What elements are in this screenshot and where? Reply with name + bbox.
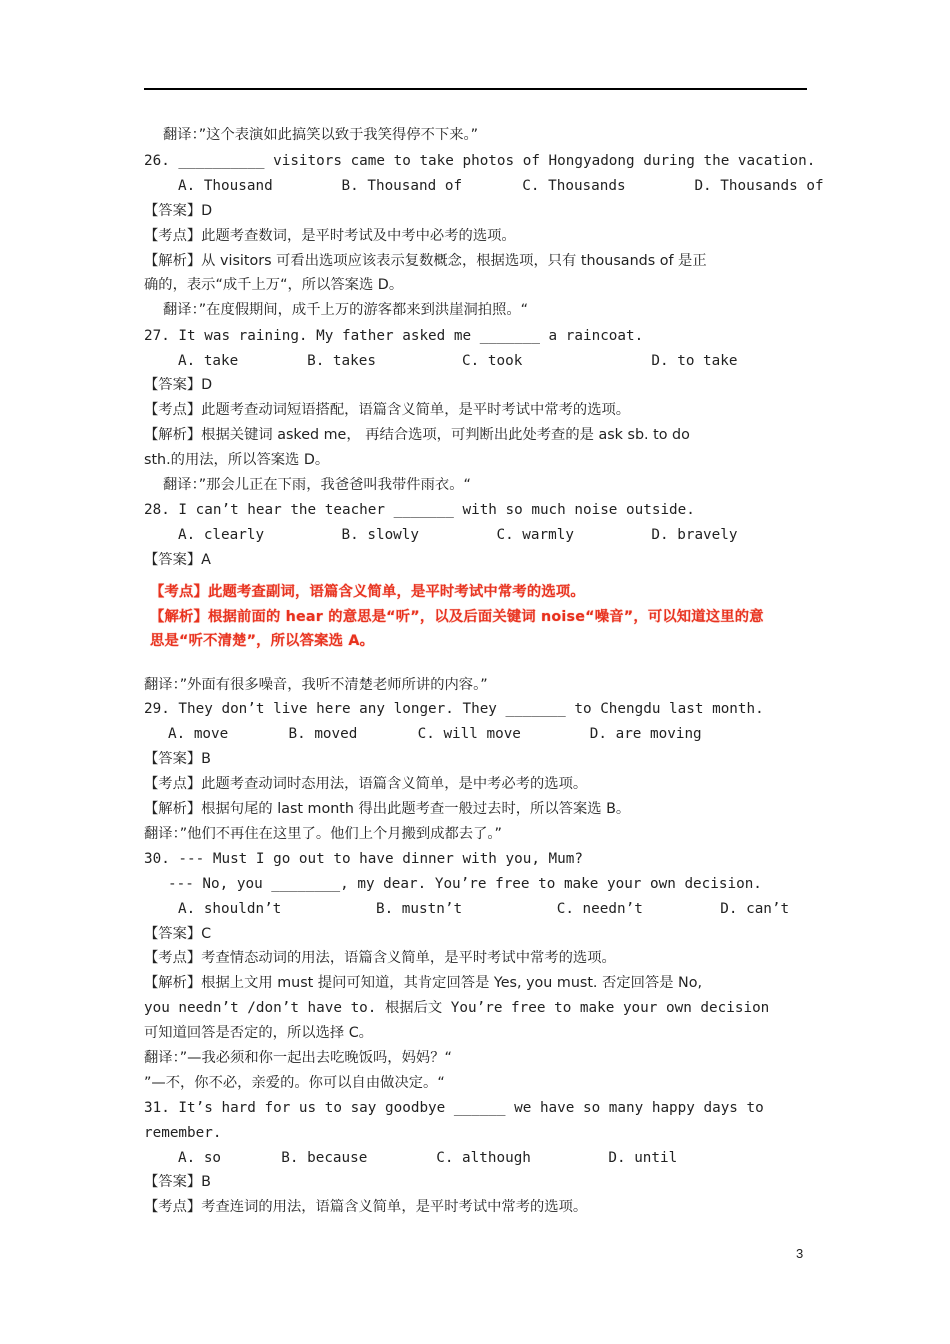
translation-29: 翻译：”他们不再住在这里了。他们上个月搬到成都去了。” xyxy=(144,826,502,842)
analysis-29: 【解析】根据句尾的 last month 得出此题考查一般过去时，所以答案选 B。 xyxy=(144,801,631,817)
question-31: 31. It’s hard for us to say goodbye ______ we have so many happy days to xyxy=(144,1100,764,1116)
question-28: 28. I can’t hear the teacher _______ with so much noise outside. xyxy=(144,502,695,518)
point-28: 【考点】此题考查副词，语篇含义简单，是平时考试中常考的选项。 xyxy=(150,584,585,600)
analysis-26-cont: 确的，表示“成千上万“，所以答案选 D。 xyxy=(144,277,404,293)
answer-28: 【答案】A xyxy=(144,552,211,568)
translation-30-cont: ”—不，你不必，亲爱的。你可以自由做决定。“ xyxy=(144,1075,445,1091)
page-number: 3 xyxy=(796,1246,804,1261)
analysis-28: 【解析】根据前面的 hear 的意思是“听”，以及后面关键词 noise“噪音”，可以知道这里的意 xyxy=(150,609,764,625)
question-30: 30. --- Must I go out to have dinner with you, Mum? xyxy=(144,851,583,867)
translation-28: 翻译：”外面有很多噪音，我听不清楚老师所讲的内容。” xyxy=(144,677,488,693)
answer-31: 【答案】B xyxy=(144,1174,211,1190)
translation-line: 翻译：”这个表演如此搞笑以致于我笑得停不下来。” xyxy=(163,127,479,143)
point-30: 【考点】考查情态动词的用法，语篇含义简单，是平时考试中常考的选项。 xyxy=(144,950,616,966)
answer-26: 【答案】D xyxy=(144,203,213,219)
question-26-options: A. Thousand B. Thousand of C. Thousands D. Thousands of xyxy=(178,178,824,194)
point-27: 【考点】此题考查动词短语搭配，语篇含义简单，是平时考试中常考的选项。 xyxy=(144,402,631,418)
translation-27: 翻译：”那会儿正在下雨，我爸爸叫我带件雨衣。“ xyxy=(163,477,471,493)
point-26: 【考点】此题考查数词，是平时考试及中考中必考的选项。 xyxy=(144,228,516,244)
question-27-options: A. take B. takes C. took D. to take xyxy=(178,353,738,369)
point-29: 【考点】此题考查动词时态用法，语篇含义简单，是中考必考的选项。 xyxy=(144,776,588,792)
question-26: 26. __________ visitors came to take photos of Hongyadong during the vacation. xyxy=(144,153,816,169)
analysis-30-end: 可知道回答是否定的，所以选择 C。 xyxy=(144,1025,373,1041)
question-27: 27. It was raining. My father asked me _______ a raincoat. xyxy=(144,328,644,344)
answer-29: 【答案】B xyxy=(144,751,211,767)
analysis-30: 【解析】根据上文用 must 提问可知道，其肯定回答是 Yes, you must. 否定回答是 No, xyxy=(144,975,703,991)
question-31-cont: remember. xyxy=(144,1125,222,1141)
header-rule xyxy=(144,88,807,90)
point-31: 【考点】考查连词的用法，语篇含义简单，是平时考试中常考的选项。 xyxy=(144,1199,588,1215)
question-29-options: A. move B. moved C. will move D. are moving xyxy=(168,726,702,742)
question-30-options: A. shouldn’t B. mustn’t C. needn’t D. can’t xyxy=(178,901,790,917)
translation-30: 翻译：”—我必须和你一起出去吃晚饭吗，妈妈？“ xyxy=(144,1050,452,1066)
question-28-options: A. clearly B. slowly C. warmly D. bravely xyxy=(178,527,738,543)
question-29: 29. They don’t live here any longer. They _______ to Chengdu last month. xyxy=(144,701,764,717)
analysis-27-cont: sth.的用法，所以答案选 D。 xyxy=(144,452,330,468)
answer-27: 【答案】D xyxy=(144,377,213,393)
question-30-reply: --- No, you ________, my dear. You’re free to make your own decision. xyxy=(168,876,762,892)
analysis-26: 【解析】从 visitors 可看出选项应该表示复数概念，根据选项，只有 thousands of 是正 xyxy=(144,253,707,269)
question-31-options: A. so B. because C. although D. until xyxy=(178,1150,678,1166)
translation-26: 翻译：”在度假期间，成千上万的游客都来到洪崖洞拍照。“ xyxy=(163,302,529,318)
analysis-30-cont: you needn’t /don’t have to. 根据后文 You’re free to make your own decision xyxy=(144,1000,770,1016)
answer-30: 【答案】C xyxy=(144,926,212,942)
analysis-27: 【解析】根据关键词 asked me， 再结合选项，可判断出此处考查的是 ask sb. to do xyxy=(144,427,690,443)
analysis-28-cont: 思是“听不清楚”，所以答案选 A。 xyxy=(150,633,375,649)
